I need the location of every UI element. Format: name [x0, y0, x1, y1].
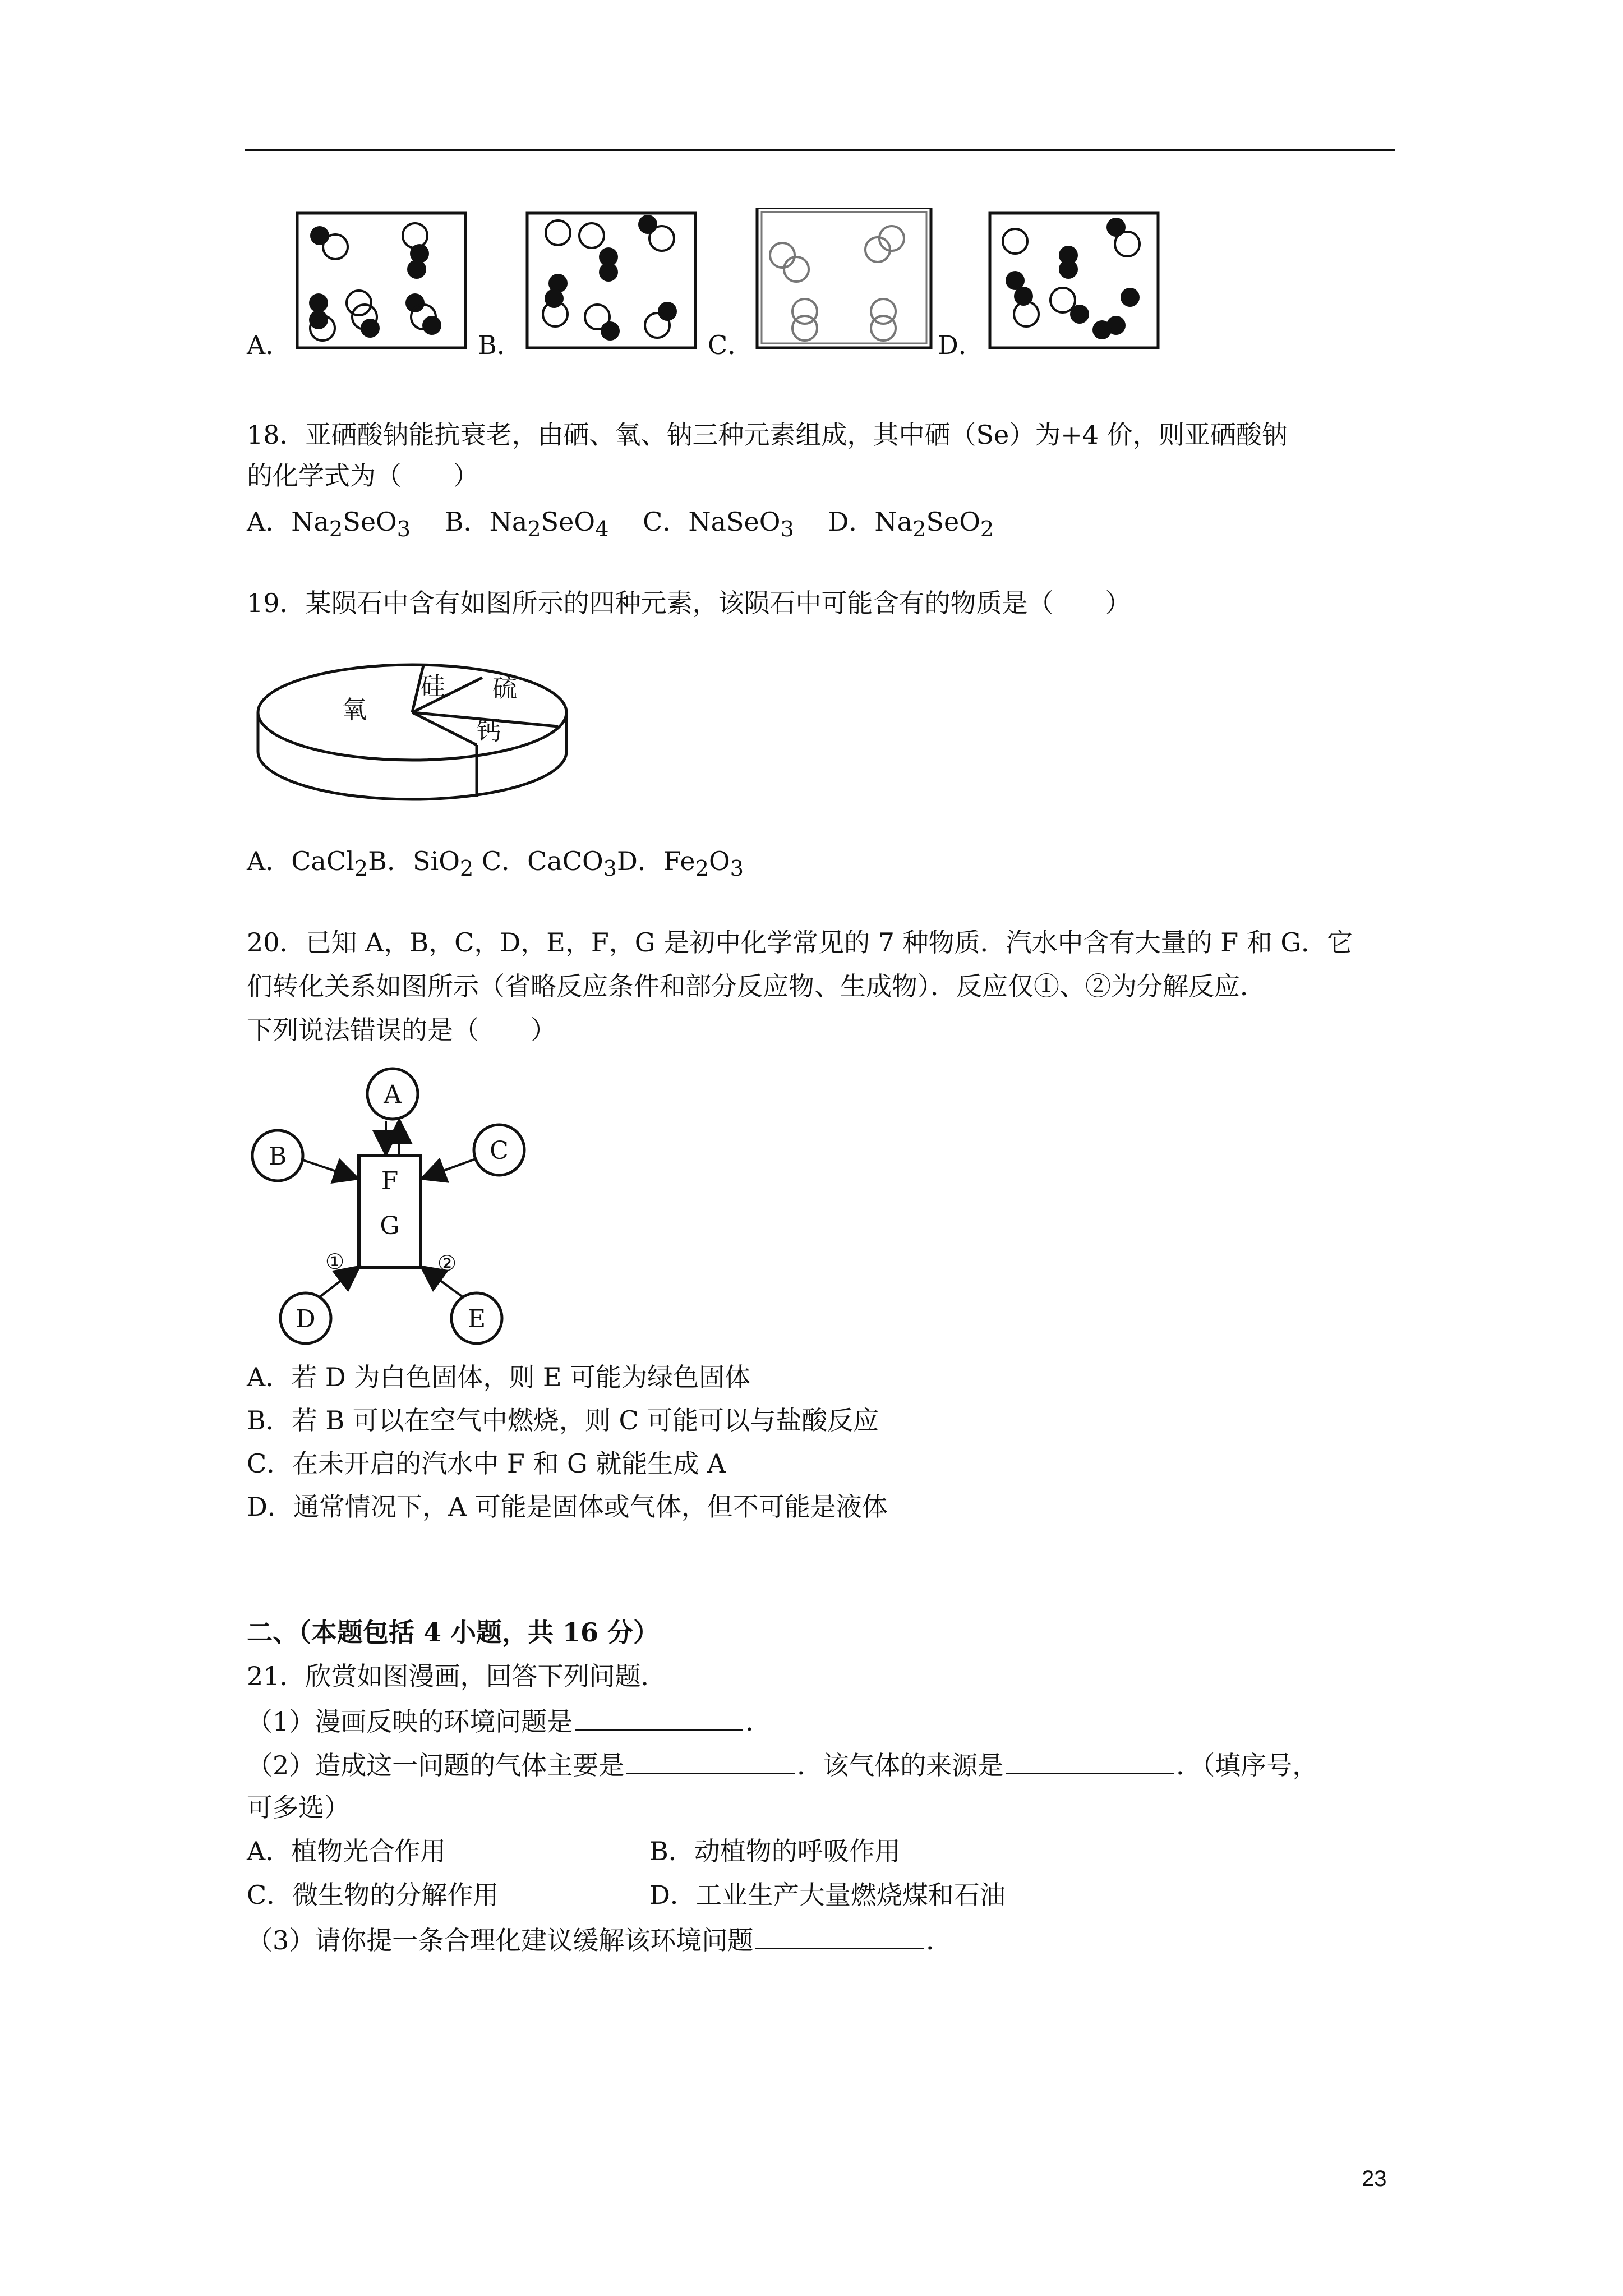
- q20-option-b: B．若 B 可以在空气中燃烧，则 C 可能可以与盐酸反应: [247, 1405, 879, 1435]
- pie-label-silicon: 硅: [421, 672, 445, 701]
- mark-1: ①: [325, 1249, 345, 1274]
- q17-box-a: [297, 213, 465, 348]
- q18-option-c: C．NaSeO$_3$: [643, 507, 794, 542]
- q21-part2: （2）造成这一问题的气体主要是 ．该气体的来源是 ．（填序号，: [247, 1747, 1318, 1782]
- q21-blank-4[interactable]: [755, 1922, 924, 1949]
- q19-option-b: B．SiO$_2$: [368, 846, 474, 882]
- q17-option-c: C．: [708, 330, 754, 360]
- pie-label-sulfur: 硫: [492, 674, 517, 703]
- q21-part2-cont: 可多选）: [247, 1792, 350, 1823]
- q17-box-c: [757, 208, 931, 348]
- q19-option-c: C．CaCO$_3$: [481, 846, 617, 882]
- q21-blank-3[interactable]: [1006, 1747, 1174, 1774]
- q18-option-b: B．$Na_2SeO_4$: [444, 507, 609, 542]
- pie-label-calcium: 钙: [477, 717, 501, 746]
- section2-heading: 二、（本题包括 4 小题，共 16 分）: [247, 1617, 660, 1648]
- q17-box-b: [527, 213, 695, 348]
- q21-part1: （1）漫画反映的环境问题是 ．: [247, 1703, 771, 1738]
- q21-part3: （3）请你提一条合理化建议缓解该环境问题 ．: [247, 1922, 952, 1957]
- q21-option-d: D．工业生产大量燃烧煤和石油: [649, 1880, 1006, 1910]
- q19-option-a: A．CaCl$_2$: [247, 846, 368, 882]
- node-e: E: [467, 1305, 486, 1333]
- pie-label-oxygen: 氧: [342, 696, 367, 724]
- q21-option-a: A．植物光合作用: [247, 1836, 446, 1866]
- q20-option-d: D．通常情况下，A 可能是固体或气体，但不可能是液体: [247, 1492, 888, 1522]
- node-d: D: [296, 1305, 316, 1333]
- q19-option-d: D．$Fe_2O_3$: [617, 846, 744, 882]
- q20-option-c: C．在未开启的汽水中 F 和 G 就能生成 A: [247, 1448, 726, 1479]
- header-rule: [245, 149, 1395, 151]
- q17-box-d: [990, 213, 1158, 348]
- q20-option-a: A．若 D 为白色固体，则 E 可能为绿色固体: [247, 1362, 751, 1392]
- q19-text: 19．某陨石中含有如图所示的四种元素，该陨石中可能含有的物质是（ ）: [247, 588, 1131, 618]
- node-a: A: [384, 1080, 402, 1109]
- q21-blank-1[interactable]: [575, 1703, 743, 1731]
- mark-2: ②: [437, 1251, 457, 1276]
- page-number: 23: [1362, 2166, 1387, 2191]
- box-g: G: [380, 1212, 400, 1240]
- q19-options: [247, 844, 744, 886]
- q17-option-a: A．: [247, 330, 292, 360]
- q20-line2: 们转化关系如图所示（省略反应条件和部分反应物、生成物）．反应仅①、②为分解反应．: [247, 971, 1266, 1001]
- q21-option-b: B．动植物的呼吸作用: [649, 1836, 901, 1866]
- box-f: F: [381, 1167, 399, 1195]
- q18-text-line1: 18．亚硒酸钠能抗衰老，由硒、氧、钠三种元素组成，其中硒（Se）为+4 价，则亚硒酸钠: [247, 420, 1288, 450]
- node-b: B: [268, 1142, 287, 1171]
- q21-intro: 21．欣赏如图漫画，回答下列问题．: [247, 1661, 667, 1691]
- q17-option-b: B．: [478, 330, 523, 360]
- node-c: C: [490, 1137, 509, 1165]
- q19-pie-chart: [252, 656, 578, 819]
- q21-blank-2[interactable]: [626, 1747, 795, 1774]
- q18-option-d: D．$Na_2SeO_2$: [828, 507, 994, 542]
- q17-option-d: D．: [938, 330, 984, 360]
- q18-options: [247, 505, 994, 546]
- q21-option-c: C．微生物的分解作用: [247, 1880, 499, 1910]
- q20-line3: 下列说法错误的是（ ）: [247, 1015, 556, 1045]
- q18-text-line2: 的化学式为（ ）: [247, 461, 479, 491]
- q18-option-a: A．$Na_2SeO_3$: [247, 507, 411, 542]
- q20-diagram: [247, 1066, 538, 1358]
- q20-line1: 20．已知 A，B，C，D，E，F，G 是初中化学常见的 7 种物质．汽水中含有大量的 F 和 G．它: [247, 927, 1353, 958]
